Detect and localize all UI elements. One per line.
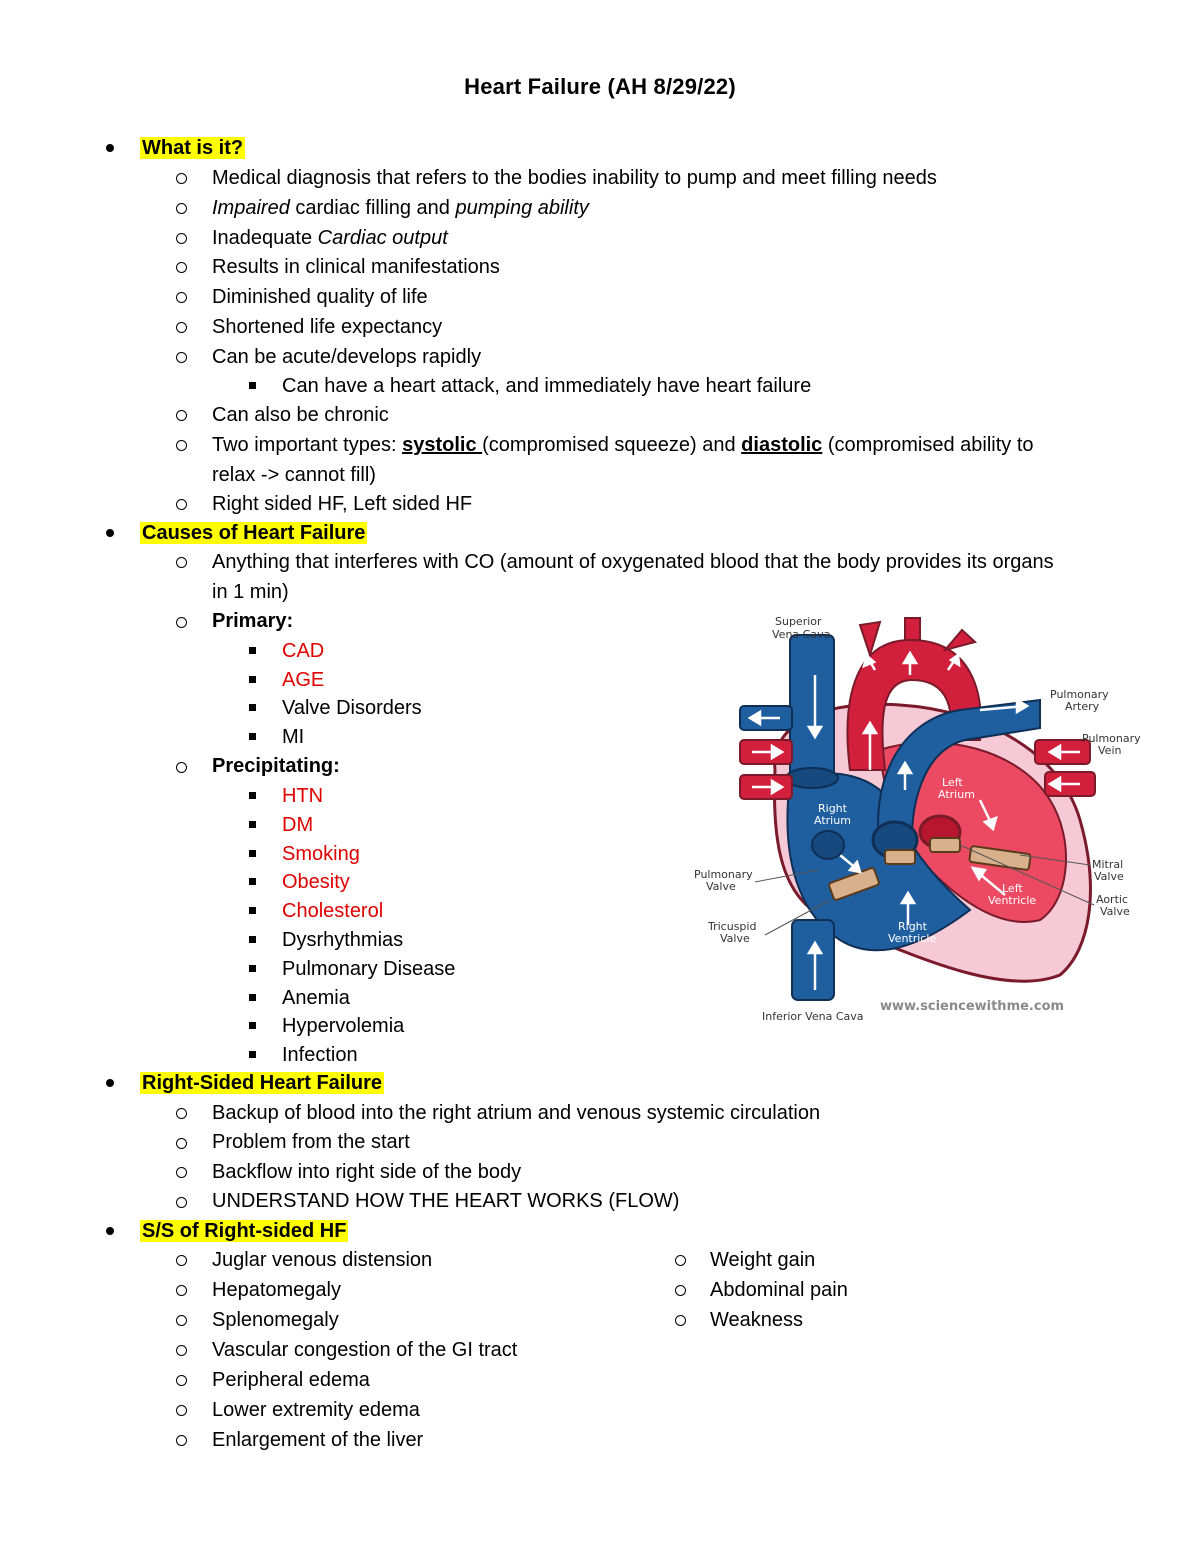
list-item: Weakness <box>710 1309 804 1331</box>
circle-bullet-icon <box>176 1255 187 1266</box>
list-item: Can be acute/develops rapidly <box>212 346 482 368</box>
circle-bullet-icon <box>176 557 187 568</box>
label-rv-1: Right <box>898 920 927 933</box>
list-item: CAD <box>282 640 325 662</box>
list-item <box>212 223 448 253</box>
square-bullet-icon <box>249 647 256 654</box>
square-bullet-icon <box>249 878 256 885</box>
circle-bullet-icon <box>176 233 187 244</box>
label-tric-1: Tricuspid <box>708 920 757 933</box>
list-item: Cholesterol <box>282 900 384 922</box>
square-bullet-icon <box>249 1051 256 1058</box>
list-item: Valve Disorders <box>282 697 422 719</box>
circle-bullet-icon <box>176 1138 187 1149</box>
circle-bullet-icon <box>176 1315 187 1326</box>
list-item: MI <box>282 726 305 748</box>
label-pa-2: Artery <box>1065 700 1100 713</box>
circle-bullet-icon <box>176 352 187 363</box>
bullet-icon <box>106 1079 114 1087</box>
inferior-vena-cava-shape <box>792 920 834 1000</box>
list-item: Splenomegaly <box>212 1309 339 1331</box>
list-item: Abdominal pain <box>710 1279 848 1301</box>
circle-bullet-icon <box>176 1375 187 1386</box>
list-item: Can also be chronic <box>212 404 389 426</box>
label-aorta: Aorta <box>902 682 932 695</box>
circle-bullet-icon <box>675 1285 686 1296</box>
section-heading-right-sided <box>140 1068 384 1098</box>
list-item-continuation: in 1 min) <box>212 581 289 603</box>
list-item: Can have a heart attack, and immediately have heart failure <box>282 375 812 397</box>
list-item: Medical diagnosis that refers to the bodies inability to pump and meet filling needs <box>212 167 937 189</box>
diastolic-term: diastolic <box>741 434 823 456</box>
circle-bullet-icon <box>176 1435 187 1446</box>
circle-bullet-icon <box>176 203 187 214</box>
section-heading-ss <box>140 1216 348 1246</box>
square-bullet-icon <box>249 965 256 972</box>
list-item: Hypervolemia <box>282 1015 405 1037</box>
coronary-sinus-opening <box>812 831 844 859</box>
label-tric-2: Valve <box>720 932 750 945</box>
svc-opening <box>786 768 838 788</box>
italic-text: Cardiac output <box>317 227 448 249</box>
list-item: Right sided HF, Left sided HF <box>212 493 473 515</box>
watermark-text: www.sciencewithme.com <box>880 999 1065 1014</box>
list-item: Problem from the start <box>212 1131 410 1153</box>
heading-text: Causes of Heart Failure <box>142 522 366 544</box>
list-item: Lower extremity edema <box>212 1399 420 1421</box>
item-text: (compromised ability to <box>827 434 1034 456</box>
label-lv-2: Ventricle <box>988 894 1037 907</box>
label-ra-2: Atrium <box>814 814 851 827</box>
list-item <box>212 193 589 223</box>
list-item: Smoking <box>282 843 360 865</box>
square-bullet-icon <box>249 821 256 828</box>
circle-bullet-icon <box>176 262 187 273</box>
item-text: Inadequate <box>212 227 313 249</box>
list-item: Weight gain <box>710 1249 816 1271</box>
label-la-2: Atrium <box>938 788 975 801</box>
list-item: Dysrhythmias <box>282 929 404 951</box>
list-item: Diminished quality of life <box>212 286 428 308</box>
label-mitral-2: Valve <box>1094 870 1124 883</box>
square-bullet-icon <box>249 1022 256 1029</box>
list-item: Enlargement of the liver <box>212 1429 424 1451</box>
aortic-valve-flap <box>930 838 960 852</box>
item-text: (compromised squeeze) and <box>482 434 736 456</box>
square-bullet-icon <box>249 907 256 914</box>
list-item: Anything that interferes with CO (amount of oxygenated blood that the body provides its organs <box>212 551 1054 573</box>
italic-text: Impaired <box>212 197 290 219</box>
circle-bullet-icon <box>176 762 187 773</box>
circle-bullet-icon <box>176 173 187 184</box>
list-item: UNDERSTAND HOW THE HEART WORKS (FLOW) <box>212 1190 680 1212</box>
circle-bullet-icon <box>176 1285 187 1296</box>
label-rv-2: Ventricle <box>888 932 937 945</box>
heading-text: What is it? <box>142 137 244 159</box>
list-item: DM <box>282 814 314 836</box>
section-heading-causes <box>140 518 367 548</box>
square-bullet-icon <box>249 704 256 711</box>
list-item: Infection <box>282 1044 358 1066</box>
label-svc-1: Superior <box>775 615 822 628</box>
circle-bullet-icon <box>176 1345 187 1356</box>
page-title: Heart Failure (AH 8/29/22) <box>464 74 736 99</box>
circle-bullet-icon <box>176 1167 187 1178</box>
square-bullet-icon <box>249 676 256 683</box>
heart-diagram <box>680 600 1150 1040</box>
circle-bullet-icon <box>176 440 187 451</box>
square-bullet-icon <box>249 792 256 799</box>
label-aortic-2: Valve <box>1100 905 1130 918</box>
circle-bullet-icon <box>176 322 187 333</box>
label-svc-2: Vena Cava <box>772 628 831 641</box>
list-item: AGE <box>282 669 325 691</box>
bullet-icon <box>106 529 114 537</box>
superior-vena-cava-shape <box>790 635 834 785</box>
section-heading-what <box>140 133 245 163</box>
square-bullet-icon <box>249 936 256 943</box>
list-item: Results in clinical manifestations <box>212 256 500 278</box>
list-item: Obesity <box>282 871 350 893</box>
square-bullet-icon <box>249 382 256 389</box>
item-text: Two important types: <box>212 434 397 456</box>
item-text: cardiac filling and <box>295 197 450 219</box>
circle-bullet-icon <box>176 499 187 510</box>
list-item: Vascular congestion of the GI tract <box>212 1339 518 1361</box>
circle-bullet-icon <box>176 292 187 303</box>
list-item: Shortened life expectancy <box>212 316 443 338</box>
label-ra-1: Right <box>818 802 847 815</box>
list-item: HTN <box>282 785 324 807</box>
circle-bullet-icon <box>176 617 187 628</box>
list-item: Juglar venous distension <box>212 1249 433 1271</box>
circle-bullet-icon <box>176 1405 187 1416</box>
label-pulv-2: Valve <box>706 880 736 893</box>
primary-label: Primary: <box>212 610 294 632</box>
label-lv-1: Left <box>1002 882 1023 895</box>
label-ivc: Inferior Vena Cava <box>762 1010 864 1023</box>
circle-bullet-icon <box>176 1197 187 1208</box>
bullet-icon <box>106 1227 114 1235</box>
list-item: Hepatomegaly <box>212 1279 341 1301</box>
label-mitral-1: Mitral <box>1092 858 1124 871</box>
circle-bullet-icon <box>176 410 187 421</box>
heading-text: S/S of Right-sided HF <box>142 1220 347 1242</box>
list-item: Anemia <box>282 987 350 1009</box>
label-aortic-1: Aortic <box>1096 893 1129 906</box>
list-item: Backflow into right side of the body <box>212 1161 522 1183</box>
list-item: Backup of blood into the right atrium and venous systemic circulation <box>212 1102 821 1124</box>
square-bullet-icon <box>249 733 256 740</box>
label-pa-1: Pulmonary <box>1050 688 1109 701</box>
list-item: Pulmonary Disease <box>282 958 456 980</box>
precipitating-label: Precipitating: <box>212 755 340 777</box>
list-item-continuation: relax -> cannot fill) <box>212 464 376 486</box>
label-pv-2: Vein <box>1098 744 1122 757</box>
label-pv-1: Pulmonary <box>1082 732 1141 745</box>
square-bullet-icon <box>249 850 256 857</box>
square-bullet-icon <box>249 994 256 1001</box>
systolic-term: systolic <box>402 434 483 456</box>
circle-bullet-icon <box>675 1255 686 1266</box>
circle-bullet-icon <box>176 1108 187 1119</box>
pulmonary-valve-flap <box>885 850 915 864</box>
label-pulv-1: Pulmonary <box>694 868 753 881</box>
list-item <box>212 430 1034 460</box>
italic-text: pumping ability <box>455 197 589 219</box>
bullet-icon <box>106 144 114 152</box>
circle-bullet-icon <box>675 1315 686 1326</box>
list-item: Peripheral edema <box>212 1369 370 1391</box>
heading-text: Right-Sided Heart Failure <box>142 1072 383 1094</box>
label-la-1: Left <box>942 776 963 789</box>
